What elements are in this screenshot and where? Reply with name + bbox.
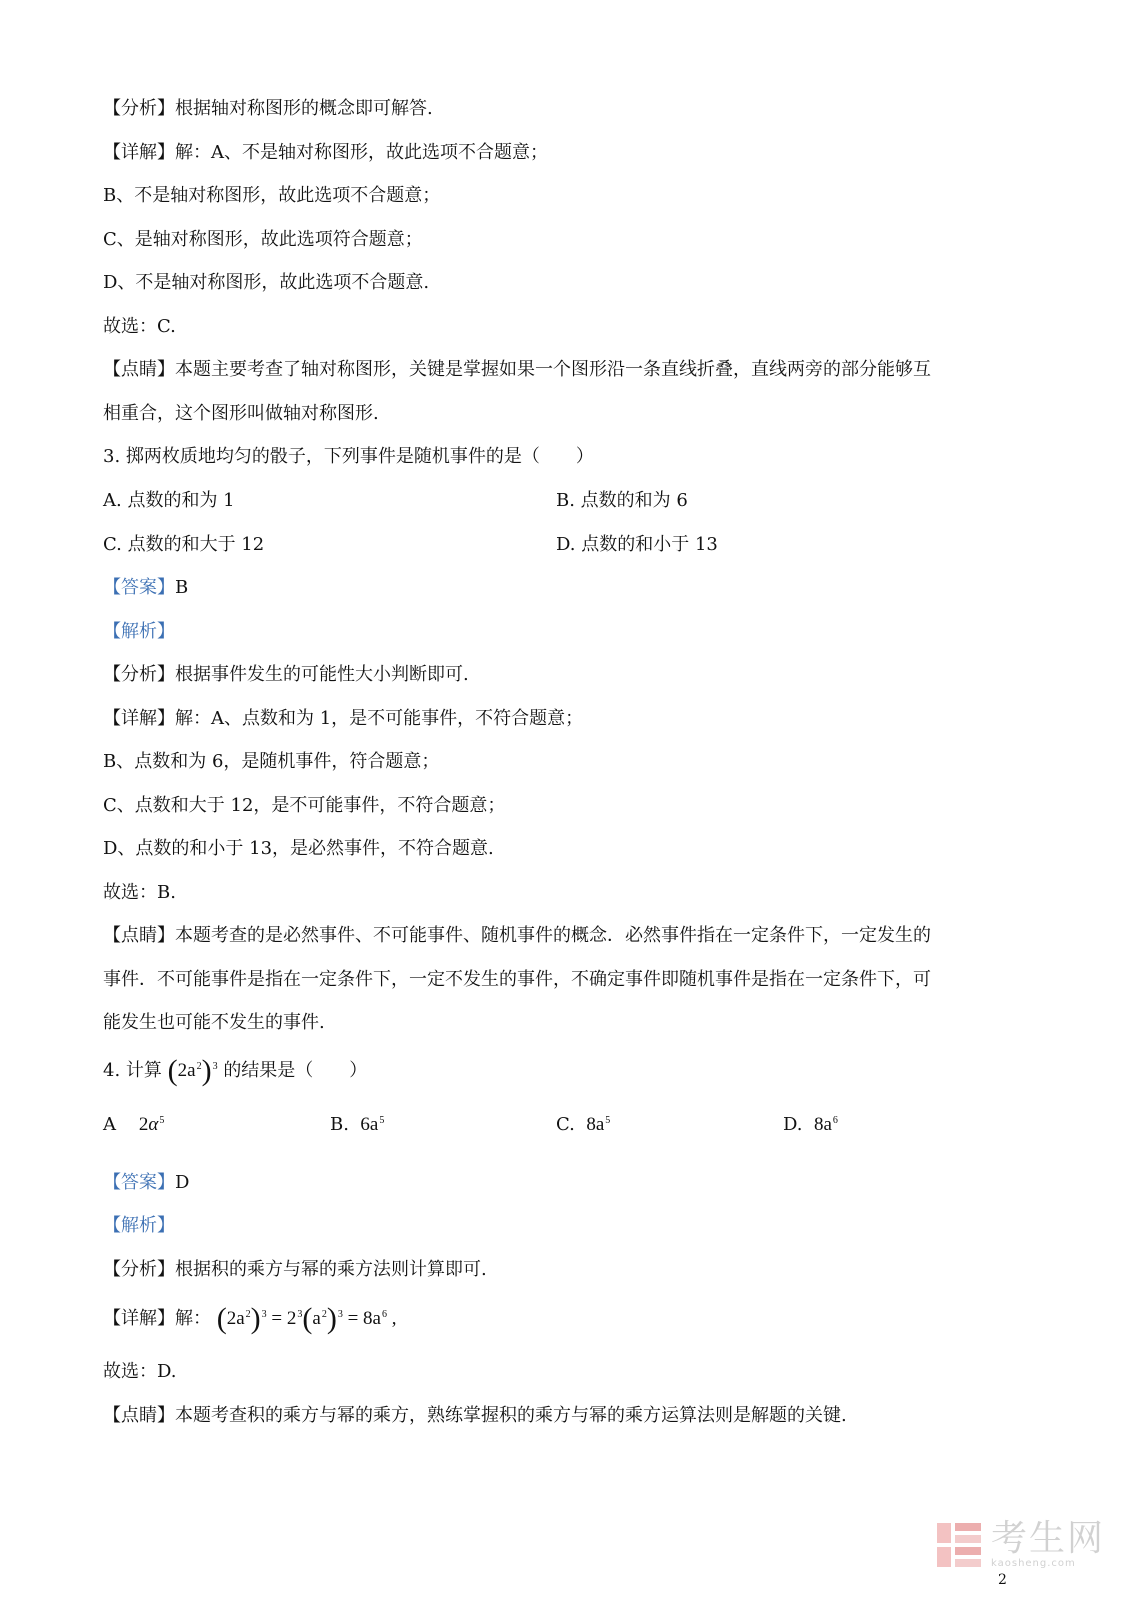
q4-detail-label: 【详解】解： <box>103 1308 211 1329</box>
q4-option-c-label: C. <box>556 1114 575 1135</box>
q2-detail-b: B、不是轴对称图形，故此选项不合题意； <box>103 185 441 206</box>
kaosheng-logo-icon <box>935 1521 983 1569</box>
watermark-brand: 考生网 <box>991 1518 1106 1559</box>
watermark <box>935 1520 1105 1569</box>
q3-comment-2: 事件．不可能事件是指在一定条件下，一定不发生的事件，不确定事件即随机事件是指在一定条件下，可 <box>103 969 931 990</box>
answer-label: 【答案】 <box>103 577 175 598</box>
q4-suffix: 的结果是（ ） <box>223 1060 368 1081</box>
q2-analysis: 【分析】根据轴对称图形的概念即可解答. <box>103 98 433 119</box>
q3-comment-1: 【点睛】本题考查的是必然事件、不可能事件、随机事件的概念．必然事件指在一定条件下，一定发生的 <box>103 925 931 946</box>
q4-jiexi-label: 【解析】 <box>103 1215 175 1236</box>
q2-choice: 故选：C. <box>103 316 176 337</box>
watermark-url: kaosheng.com <box>991 1558 1076 1569</box>
q3-detail-a: 【详解】解：A、点数和为 1，是不可能事件，不符合题意； <box>103 708 584 729</box>
q4-option-b-expr: $6a^5$ <box>360 1114 385 1135</box>
q4-option-d <box>783 1112 838 1138</box>
q4-option-a-expr: $2\alpha^5$ <box>138 1114 165 1135</box>
q4-choice: 故选：D. <box>103 1361 177 1382</box>
q4-option-c-expr: $8a^5$ <box>586 1114 611 1135</box>
q4-option-d-label: D. <box>783 1114 803 1135</box>
answer-value: B <box>175 577 189 598</box>
q4-expression: $(2a^2)^3$ <box>167 1054 218 1087</box>
q2-detail-c: C、是轴对称图形，故此选项符合题意； <box>103 229 423 250</box>
q3-option-b: B. 点数的和为 6 <box>556 490 688 511</box>
q4-detail <box>103 1302 397 1335</box>
q2-detail-d: D、不是轴对称图形，故此选项不合题意. <box>103 272 430 293</box>
q3-comment-3: 能发生也可能不发生的事件. <box>103 1012 325 1033</box>
answer-label: 【答案】 <box>103 1172 175 1193</box>
q2-detail: 【详解】解：A、不是轴对称图形，故此选项不合题意； <box>103 142 548 163</box>
q2-comment-2: 相重合，这个图形叫做轴对称图形. <box>103 403 379 424</box>
q4-option-b <box>330 1112 384 1138</box>
q4-option-c <box>556 1112 610 1138</box>
q3-detail-d: D、点数的和小于 13，是必然事件，不符合题意. <box>103 838 494 859</box>
q3-stem: 3. 掷两枚质地均匀的骰子，下列事件是随机事件的是（ ） <box>103 446 594 467</box>
q3-analysis: 【分析】根据事件发生的可能性大小判断即可. <box>103 664 469 685</box>
q4-option-b-label: B. <box>330 1114 349 1135</box>
q4-stem <box>103 1054 368 1087</box>
q3-option-c: C. 点数的和大于 12 <box>103 534 265 555</box>
q4-option-a <box>103 1112 164 1138</box>
q4-option-a-label: A <box>103 1114 116 1135</box>
answer-value: D <box>175 1172 190 1193</box>
q4-option-d-expr: $8a^6$ <box>813 1114 838 1135</box>
q3-choice: 故选：B. <box>103 882 176 903</box>
q3-jiexi-label: 【解析】 <box>103 621 175 642</box>
q3-detail-c: C、点数和大于 12，是不可能事件，不符合题意； <box>103 795 506 816</box>
q2-comment-1: 【点睛】本题主要考查了轴对称图形，关键是掌握如果一个图形沿一条直线折叠，直线两旁的部分能够互 <box>103 359 931 380</box>
q4-comment: 【点睛】本题考查积的乘方与幂的乘方，熟练掌握积的乘方与幂的乘方运算法则是解题的关键. <box>103 1405 847 1426</box>
q3-detail-b: B、点数和为 6，是随机事件，符合题意； <box>103 751 440 772</box>
q4-prefix: 4. 计算 <box>103 1060 162 1081</box>
page-number: 2 <box>998 1572 1007 1588</box>
q4-analysis: 【分析】根据积的乘方与幂的乘方法则计算即可. <box>103 1259 487 1280</box>
q3-option-a: A. 点数的和为 1 <box>103 490 235 511</box>
q4-detail-expression: $(2a^2)^3 = 2^3(a^2)^3 = 8a^6$ , <box>216 1302 397 1335</box>
q3-answer <box>103 575 188 601</box>
q3-option-d: D. 点数的和小于 13 <box>556 534 718 555</box>
q4-answer <box>103 1170 189 1196</box>
